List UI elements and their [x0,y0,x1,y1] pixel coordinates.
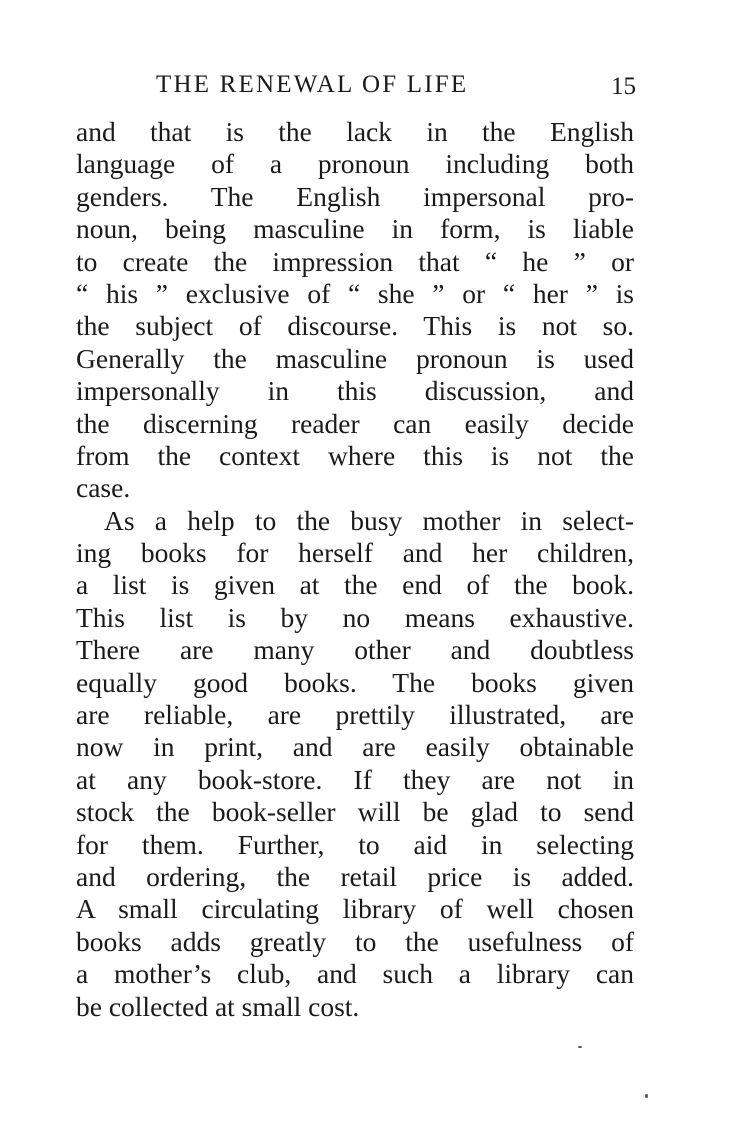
text-line: the discerning reader can easily decide [76,407,634,439]
text-line: the subject of discourse. This is not so. [76,310,634,342]
page-number: 15 [611,73,636,100]
text-line: and ordering, the retail price is added. [76,860,634,892]
text-line: A small circulating library of well chosen [76,893,634,925]
text-line: impersonally in this discussion, and [76,375,634,407]
text-line: equally good books. The books given [76,666,634,698]
text-line: from the context where this is not the [76,439,634,471]
text-line: Generally the masculine pronoun is used [76,342,634,374]
paragraph-1 [76,116,634,505]
text-line: case. [76,472,131,504]
print-speck [645,1094,648,1098]
running-title: THE RENEWAL OF LIFE [156,71,469,98]
running-head [76,68,636,102]
print-speck [578,1046,582,1048]
text-line: This list is by no means exhaustive. [76,601,634,633]
body-text [76,116,634,1023]
text-line: “ his ” exclusive of “ she ” or “ her ” is [76,277,634,309]
text-line: genders. The English impersonal pro- [76,180,634,212]
text-line: and that is the lack in the English [76,116,634,147]
text-line: There are many other and doubtless [76,634,634,666]
paragraph-2 [76,505,634,1023]
text-line: for them. Further, to aid in selecting [76,828,634,860]
text-line: to create the impression that “ he ” or [76,245,634,277]
text-line: ing books for herself and her children, [76,537,634,569]
text-line: a list is given at the end of the book. [76,569,634,601]
text-line: language of a pronoun including both [76,148,634,180]
text-line: be collected at small cost. [76,990,360,1022]
text-line: now in print, and are easily obtainable [76,731,634,763]
text-line: books adds greatly to the usefulness of [76,925,634,957]
text-line: are reliable, are prettily illustrated, are [76,699,634,731]
text-line: a mother’s club, and such a library can [76,958,634,990]
text-line: As a help to the busy mother in select- [104,504,634,536]
text-line: stock the book-seller will be glad to send [76,796,634,828]
text-line: at any book-store. If they are not in [76,763,634,795]
text-line: noun, being masculine in form, is liable [76,213,634,245]
